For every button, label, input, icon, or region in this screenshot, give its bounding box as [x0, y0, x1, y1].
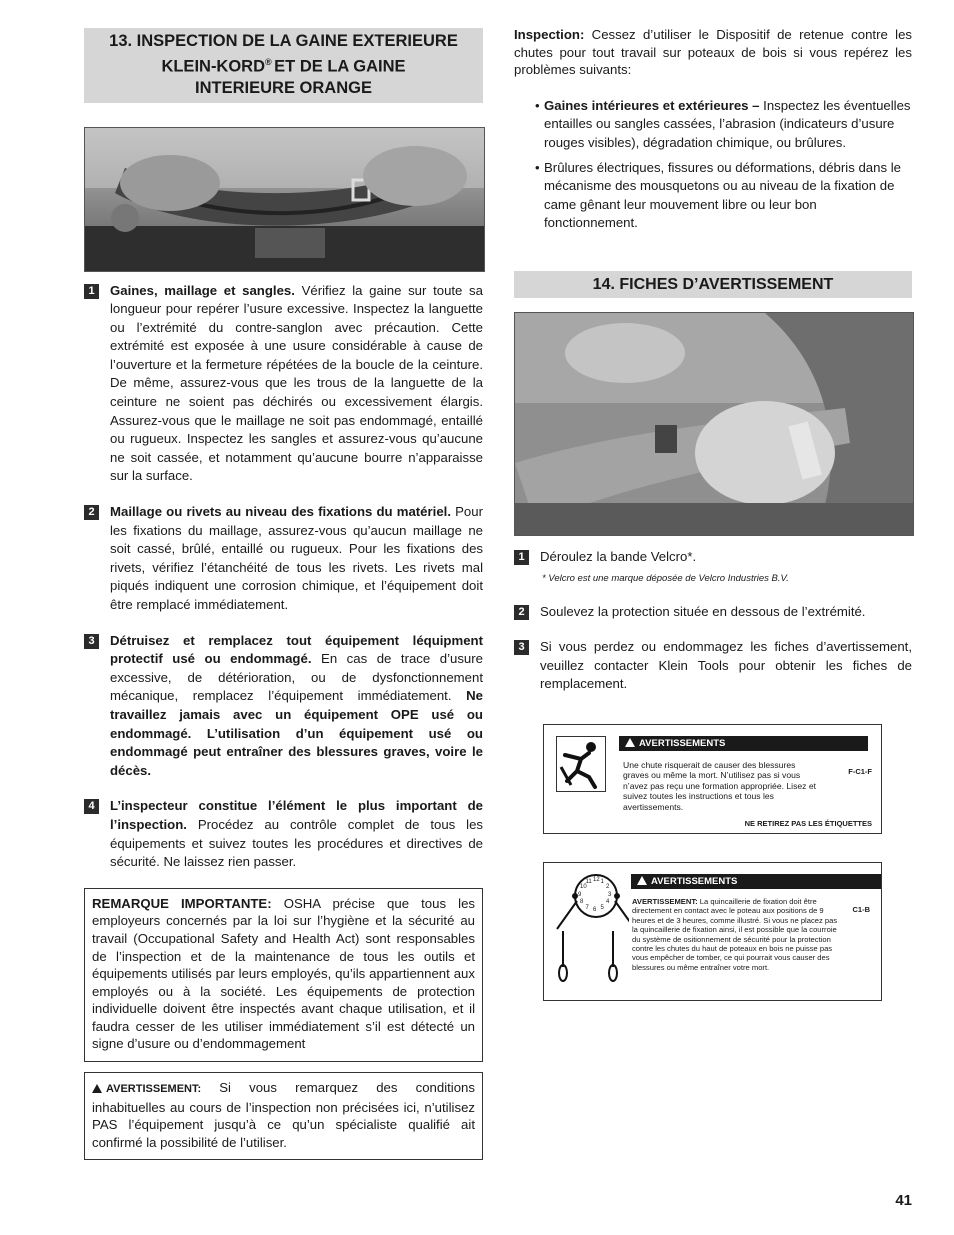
step-2: [514, 603, 912, 622]
step-title: L’inspecteur constitue l’élément le plus important de l’inspection.: [110, 798, 483, 832]
heading-line: KLEIN-KORD® ET DE LA GAINE: [161, 57, 406, 76]
clock-number: 2: [605, 884, 610, 891]
clock-number: 6: [593, 906, 597, 913]
clock-number: 10: [580, 884, 587, 891]
step-warning: Ne travaillez jamais avec un équipement OPE usé ou endommagé. L’utilisation d’un équipement usé ou endommagé peut entraîner des blessures graves, voire le décès.: [110, 688, 483, 778]
warning-tag-photo: [514, 312, 914, 536]
warning-triangle-icon: [637, 876, 647, 885]
step-title: Détruisez et remplacez tout équipement léquipment protectif usé ou endommagé.: [110, 632, 483, 667]
remarque-label: REMARQUE IMPORTANTE:: [92, 895, 272, 911]
clock-number: 5: [600, 904, 604, 911]
section-13-heading: [84, 28, 483, 103]
heading-line: INTERIEURE ORANGE: [195, 78, 372, 97]
step-1: [84, 282, 483, 487]
avertissement-text: Si vous remarquez des conditions inhabituelles au cours de l’inspection non précisées ici, n’utilisez PAS l’équipement jusqu’à ce qu’un spécialiste qualifié ait confirmé la possibilité de l’utiliser.: [92, 1080, 475, 1150]
step-text: Déroulez la bande Velcro*.: [540, 548, 697, 564]
left-column: [84, 28, 483, 1160]
step-3: [514, 638, 912, 694]
pole-clock-diagram: [549, 871, 629, 991]
clock-number: 8: [580, 899, 584, 906]
clock-number: 1: [600, 878, 604, 885]
step-2: [84, 503, 483, 615]
clock-number: 7: [585, 904, 589, 911]
falling-person-icon: [556, 736, 606, 792]
right-column: [514, 26, 912, 1001]
warning-triangle-icon: [92, 1084, 102, 1093]
clock-number: 12: [593, 876, 600, 883]
clock-number: 3: [608, 891, 612, 898]
step-number: 2: [84, 505, 99, 520]
warning-body: Une chute risquerait de causer des blessures graves ou même la mort. N’utilisez pas si vous n’avez pas reçu une formation appropriée. Lisez et suivez toutes les instructions et tous les avertissements.: [623, 759, 816, 812]
warning-card-1: [543, 724, 882, 834]
clock-number: 9: [578, 891, 582, 898]
bullet-item: • Gaines intérieures et extérieures – Inspectez les éventuelles entailles ou sangles cassées, l’abrasion (indicateurs d’usure rouges visibles), dégradation chimique, ou brûlures.: [544, 97, 912, 153]
inspection-bullets: [514, 97, 912, 233]
step-text: Procédez au contrôle complet de tous les équipements et suivez toutes les procédures et directives de sécurité. Ne laissez rien passer.: [110, 816, 483, 870]
step-number: 4: [84, 799, 99, 814]
step-text: Soulevez la protection située en dessous de l’extrémité.: [540, 603, 866, 619]
warning-footer: NE RETIREZ PAS LES ÉTIQUETTES: [744, 818, 872, 828]
belt-inspection-photo: [84, 127, 485, 272]
inspection-paragraph: Inspection: Cessez d’utiliser le Dispositif de retenue contre les chutes pour tout travail sur poteaux de bois si vous repérez les problèmes suivants:: [514, 27, 912, 78]
heading-line: 13. INSPECTION DE LA GAINE EXTERIEURE: [109, 32, 458, 50]
warning-triangle-icon: [625, 738, 635, 747]
warning-header: AVERTISSEMENTS: [631, 874, 881, 889]
step-number: 1: [514, 550, 529, 565]
warning-body: AVERTISSEMENT: La quincaillerie de fixation doit être directement en contact avec le poteau aux positions de 9 heures et de 3 heures, comme illustré. Si vous ne placez pas la quincaillerie de fixation ainsi, il est possible que la courroie du système de ositionnement de sécurité pour la protection contre les chutes du haut de poteaux en bois ne puisse pas vous empêcher de tomber, ce qui pourrait vous causer des blessures ou même entraîner votre mort.: [632, 896, 838, 972]
label-code: F-C1-F: [848, 766, 872, 776]
step-text: En cas de trace d’usure excessive, de détérioration, ou de dysfonctionnement mécanique, remplacez l’équipement immédiatement.: [110, 651, 483, 704]
step-number: 3: [84, 634, 99, 649]
remarque-text: OSHA précise que tous les employeurs concernés par la loi sur l’hygiène et la sécurité au travail (Occupational Safety and Health Act) sont responsables de l’inspection et de la maintenance de tous les outils et équipements utilisés par leurs employés, qu’ils appartiennent aux employés ou à la société. Les équipements de protection individuelle doivent être inspectés avant chaque utilisation, et il faudra cesser de les utiliser immédiatement s’il est détecté un signe d’usure ou d’endommagement: [92, 895, 476, 1052]
bullet-item: • Brûlures électriques, fissures ou déformations, débris dans le mécanisme des mousquetons ou au niveau de la fixation de came gênant leur mouvement libre ou leur bon fonctionnement.: [544, 159, 912, 233]
velcro-footnote: * Velcro est une marque déposée de Velcro Industries B.V.: [542, 572, 789, 584]
warning-header: AVERTISSEMENTS: [619, 736, 868, 751]
step-number: 3: [514, 640, 529, 655]
step-number: 2: [514, 605, 529, 620]
step-title: Maillage ou rivets au niveau des fixations du matériel.: [110, 504, 451, 520]
steps-list: [84, 282, 483, 872]
warning-card-2: [543, 862, 882, 1001]
step-number: 1: [84, 284, 99, 299]
clock-number: 4: [605, 899, 610, 906]
avertissement-box: [84, 1072, 483, 1160]
page-number: 41: [895, 1192, 912, 1209]
steps-list-14: [514, 548, 912, 694]
step-3: [84, 632, 483, 781]
remarque-box: [84, 888, 483, 1062]
avertissement-label: AVERTISSEMENT:: [92, 1083, 201, 1095]
step-text: Pour les fixations du maillage, assurez-vous qu’aucun maillage ne soit cassé, brûlé, entaillé ou rugueux. Pour les fixations des rivets, vérifiez l’étanchéité de tous les rivets. Les rivets mal piqués indiquent une corrosion chimique, et l’équipement doit être remplacé immédiatement.: [110, 504, 483, 612]
step-1: [514, 548, 912, 567]
step-title: Gaines, maillage et sangles.: [110, 282, 295, 298]
section-14-heading: 14. FICHES D’AVERTISSEMENT: [514, 271, 912, 298]
step-4: [84, 797, 483, 871]
label-code: C1-B: [852, 904, 870, 914]
step-text: Si vous perdez ou endommagez les fiches d’avertissement, veuillez contacter Klein Tools pour obtenir les fiches de remplacement.: [540, 639, 912, 692]
step-text: Vérifiez la gaine sur toute sa longueur pour repérer l’usure excessive. Inspectez la languette ou l’extrémité du contre-sanglon avec précaution. Cette extrémité est exposée à une usure considérable à cause de l’ouverture et la fermeture répétées de la boucle de la ceinture. De même, assurez-vous que les trous de la languette de la ceinture ne soient pas déchirés ou excessivement élargis. Assurez-vous que le maillage ne soit pas endommagé, entaillé ou rugueux. Inspectez les sangles et assurez-vous qu’aucune ne soit cassée, et notamment qu’aucune bourre n’apparaisse sur la surface.: [110, 282, 483, 484]
clock-number: 11: [585, 878, 592, 885]
